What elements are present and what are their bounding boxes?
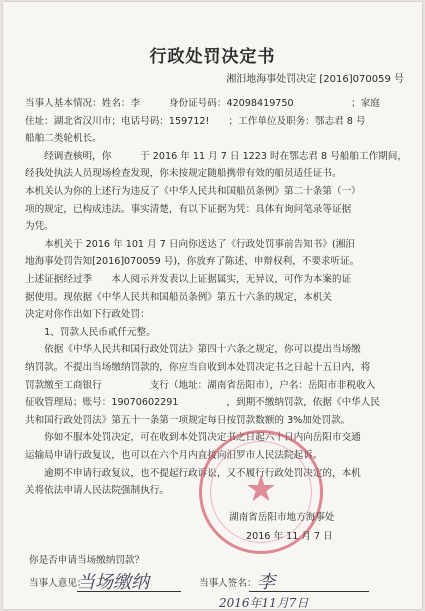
pay-on-spot-question: 你是否申请当场缴纳罚款？ — [29, 555, 145, 566]
opinion-underline — [77, 591, 181, 592]
body-line: 纳罚款。不提出当场缴纳罚款的，你应当自收到本处罚决定书之日起十五日内，将 — [25, 362, 371, 373]
body-line: 船舶二类轮机长。 — [25, 133, 102, 145]
body-line: 据使用。现依据《中华人民共和国船员条例》第五十六条的规定，本机关 — [25, 291, 332, 303]
issuer-name: 湖南省岳阳市地方海事处 — [229, 512, 335, 523]
body-line: 经我处执法人员现场检查发现，你未按规定随船携带有效的船员适任证书。 — [25, 168, 342, 180]
body-line: 当事人基本情况：姓名：李 身份证号码：42098419750 ；家庭 — [25, 98, 380, 109]
body-line: 经调查核明，你 于 2016 年 11 月 7 日 1223 时在鄂志君 8 号船舶工作期间， — [25, 150, 407, 162]
document-sheet — [3, 2, 422, 609]
body-line: 为凭。 — [25, 221, 54, 233]
body-line: 住址：湖北省汉川市；电话号码：159712! ；工作单位及职务：鄂志君 8 号 — [25, 115, 366, 127]
body-line: 征收管理局；账号：19070602291 ，到期不缴纳罚款，依据《中华人民 — [25, 397, 380, 409]
official-seal-stamp: ★ — [199, 430, 323, 554]
body-line: 罚款缴至工商银行 支行（地址：湖南省岳阳市），户名：岳阳市非税收入 — [25, 379, 376, 391]
issue-date: 2016 年 11 月 7 日 — [246, 531, 333, 542]
document-title: 行政处罚决定书 — [149, 47, 276, 67]
body-line: 地海事处罚告知[2016]070059 号)，你放弃了陈述、申辩权利，不要求听证。 — [25, 256, 360, 268]
body-line: 本机关认为你的上述行为违反了《中华人民共和国船员条例》第二十条第（一） — [25, 186, 361, 197]
party-opinion-label: 当事人意见： — [29, 578, 87, 589]
body-line: 项的规定，已构成违法。事实清楚，有以下证据为凭：具体有询问笔录等证据 — [25, 203, 352, 215]
body-line: 共和国行政处罚法》第五十一条第一项规定每日按罚款数额的 3%加处罚款。 — [25, 414, 351, 426]
party-signature-handwriting: 李 — [257, 572, 275, 593]
document-number: 湘汨地海事处罚决定 [2016]070059 号 — [226, 74, 404, 85]
body-line: 运输局申请行政复议，也可以在六个月内直接向汨罗市人民法院起诉。 — [25, 450, 323, 461]
body-line: 1、罚款人民币贰仟元整。 — [25, 326, 156, 338]
body-line: 上述证据经过季 本人阅示并发表以上证据属实，无异议，可作为本案的证 — [25, 274, 352, 285]
party-opinion-handwriting: 当场缴纳 — [77, 572, 149, 593]
body-line: 决定对你作出如下行政处罚： — [25, 309, 150, 321]
body-line: 你如不服本处罚决定，可在收到本处罚决定书之日起六十日内向岳阳市交通 — [25, 432, 361, 444]
body-line: 关将依法申请人民法院强制执行。 — [25, 485, 169, 497]
body-line: 本机关于 2016 年 101 月 7 日向你送达了《行政处罚事前告知书》(湘汨 — [25, 238, 355, 250]
body-line: 逾期不申请行政复议，也不提起行政诉讼，又不履行行政处罚决定的，本机 — [25, 467, 361, 479]
handwritten-date: 2016年11月7日 — [219, 596, 309, 610]
body-line: 依据《中华人民共和国行政处罚法》第四十六条之规定，你可以提出当场缴 — [25, 344, 361, 356]
signature-underline — [249, 591, 369, 592]
party-signature-label: 当事人签名： — [199, 578, 257, 589]
